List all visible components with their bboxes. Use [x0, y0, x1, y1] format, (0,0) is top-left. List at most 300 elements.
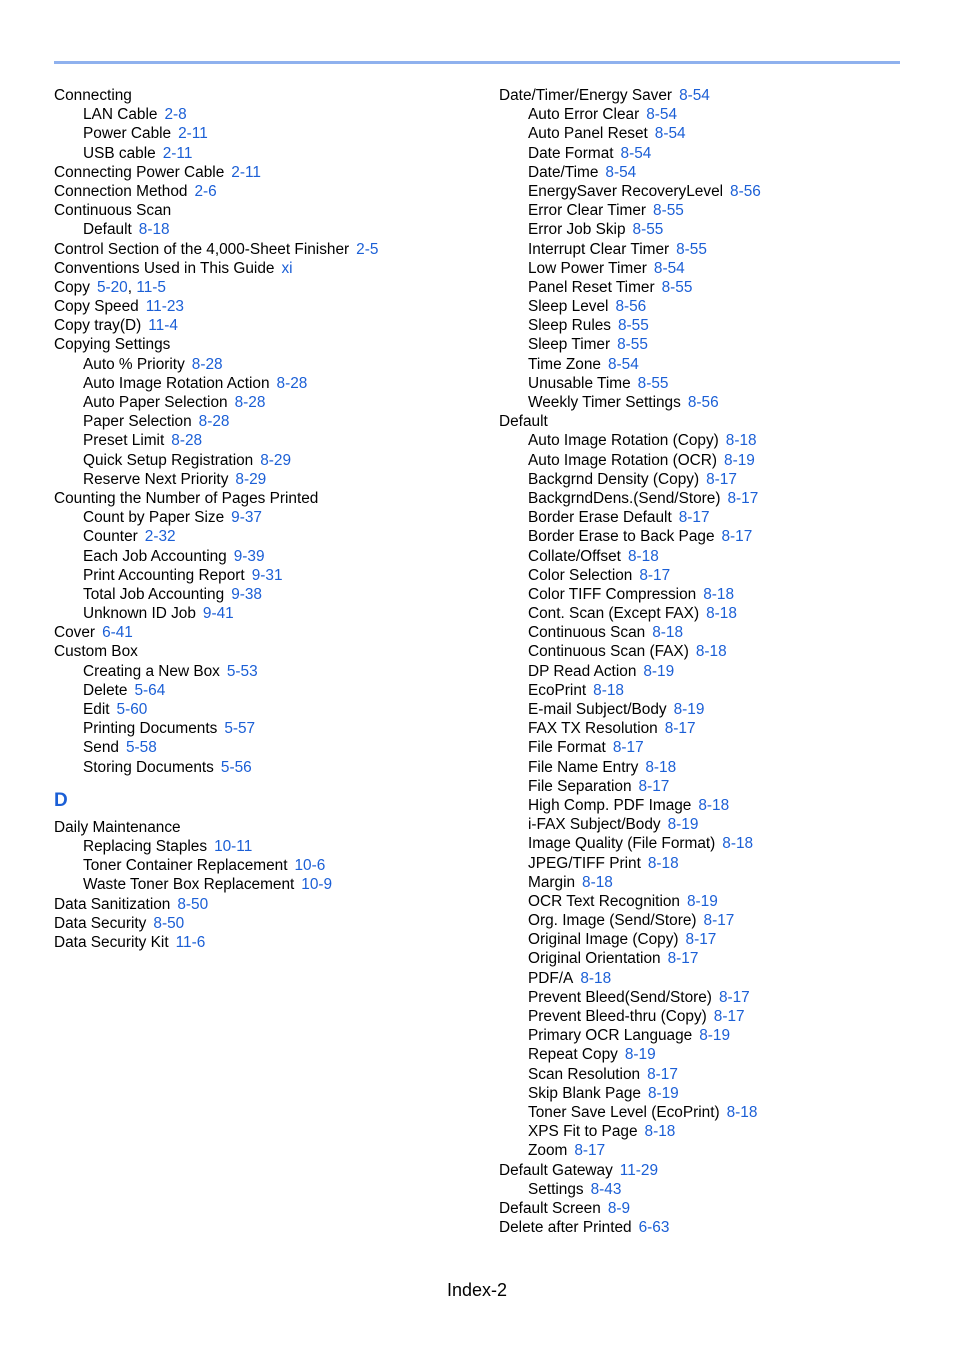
page-reference-link[interactable]: 8-17 — [667, 950, 699, 968]
index-term: Counting the Number of Pages Printed — [54, 489, 319, 507]
page-reference-link[interactable]: 8-28 — [191, 355, 223, 373]
page-reference-link[interactable]: 5-20 — [96, 278, 128, 296]
page-reference-link[interactable]: 8-55 — [618, 317, 649, 335]
index-term: File Format — [528, 739, 606, 757]
page-reference-link[interactable]: 5-56 — [220, 758, 252, 776]
page-reference-link[interactable]: 8-55 — [637, 374, 669, 392]
index-subentry-time-zone — [499, 355, 919, 374]
index-term: Error Clear Timer — [528, 202, 647, 220]
index-term: Color TIFF Compression — [528, 585, 697, 603]
page-reference-link[interactable]: 8-18 — [706, 605, 737, 623]
index-subentry-fax-tx-resolution — [499, 719, 919, 738]
index-entry-control-section-of-the-4-000-sheet-finisher — [54, 240, 474, 259]
page-reference-link[interactable]: 2-6 — [194, 182, 217, 200]
index-entry-copy: Copy 5-20, 11-5 — [54, 278, 166, 296]
index-subentry-cont-scan-except-fax — [499, 604, 919, 623]
index-entry-cover — [54, 623, 474, 642]
page-reference-link[interactable]: 8-54 — [653, 259, 685, 277]
index-term: Margin — [528, 873, 576, 891]
page-reference-link[interactable]: 8-18 — [580, 969, 612, 987]
page-reference-link[interactable]: 11-29 — [619, 1161, 659, 1179]
index-term: Connection Method — [54, 182, 188, 200]
page-reference-link[interactable]: 6-63 — [638, 1219, 670, 1237]
page-reference-link[interactable]: 8-18 — [647, 854, 679, 872]
page-reference-link[interactable]: 10-9 — [301, 876, 333, 894]
index-term: Primary OCR Language — [528, 1027, 693, 1045]
page-reference-link[interactable]: 8-28 — [198, 413, 230, 431]
index-term: Toner Container Replacement — [83, 857, 288, 875]
index-entry-daily-maintenance — [54, 818, 474, 837]
index-term: Counter — [83, 528, 138, 546]
index-term: Auto Image Rotation Action — [83, 374, 270, 392]
index-subentry-auto-image-rotation-ocr — [499, 451, 919, 470]
index-term: Toner Save Level (EcoPrint) — [528, 1103, 720, 1121]
page-reference-link[interactable]: 8-17 — [703, 912, 735, 930]
index-subentry-original-orientation — [499, 949, 919, 968]
index-term: JPEG/TIFF Print — [528, 854, 641, 872]
index-term: File Name Entry — [528, 758, 639, 776]
page-reference-link[interactable]: 2-11 — [162, 144, 193, 162]
index-subentry-error-job-skip — [499, 220, 919, 239]
index-term: Auto % Priority — [83, 355, 185, 373]
index-subentry-replacing-staples — [54, 837, 474, 856]
page-reference-link[interactable]: 8-55 — [661, 278, 693, 296]
index-term: Delete — [83, 681, 128, 699]
index-subentry-i-fax-subject-body — [499, 815, 919, 834]
page-reference-link[interactable]: 8-56 — [687, 394, 719, 411]
index-term: Sleep Rules — [528, 317, 611, 335]
page-reference-link[interactable]: 5-57 — [224, 720, 256, 738]
index-term: Repeat Copy — [528, 1046, 618, 1064]
index-entry-connecting-power-cable — [54, 163, 474, 182]
index-subentry-backgrnd-density-copy — [499, 470, 919, 489]
index-entry-data-sanitization — [54, 895, 474, 914]
index-entry-date-timer-energy-saver — [499, 86, 919, 105]
index-column-left — [54, 86, 474, 952]
page-reference-link[interactable]: 8-9 — [607, 1199, 631, 1217]
index-term: Border Erase Default — [528, 509, 672, 527]
index-term: Auto Error Clear — [528, 106, 640, 124]
page-reference-link[interactable]: 8-17 — [639, 566, 671, 584]
index-term: Default — [83, 221, 132, 239]
index-term: Panel Reset Timer — [528, 278, 655, 296]
index-term: Image Quality (File Format) — [528, 835, 716, 853]
index-entry-copy-tray-d — [54, 316, 474, 335]
index-subentry-pdf-a — [499, 969, 919, 988]
index-term: Reserve Next Priority — [83, 470, 229, 488]
page-reference-link[interactable]: 8-17 — [612, 739, 644, 757]
index-subentry-primary-ocr-language — [499, 1026, 919, 1045]
page-reference-link[interactable]: 8-17 — [638, 777, 670, 795]
index-term: Org. Image (Send/Store) — [528, 912, 697, 930]
index-subentry-total-job-accounting — [54, 585, 474, 604]
index-entry-default-gateway — [499, 1161, 919, 1180]
index-term: LAN Cable — [83, 106, 158, 124]
index-subentry-each-job-accounting — [54, 547, 474, 566]
index-subentry-zoom — [499, 1141, 919, 1160]
index-column-right — [499, 86, 919, 1237]
index-term: Paper Selection — [83, 413, 192, 431]
page-reference-link[interactable]: 8-56 — [730, 182, 761, 200]
page-reference-link[interactable]: 8-54 — [605, 163, 637, 181]
index-term: Weekly Timer Settings — [528, 394, 681, 411]
page-reference-link[interactable]: 8-17 — [713, 1008, 745, 1025]
index-subentry-toner-container-replacement — [54, 856, 474, 875]
page-reference-link[interactable]: 8-19 — [647, 1084, 679, 1102]
index-term: Auto Image Rotation (Copy) — [528, 432, 719, 450]
index-subentry-counter — [54, 527, 474, 546]
page-reference-link[interactable]: 8-55 — [632, 221, 664, 239]
page-reference-link[interactable]: 8-18 — [644, 1123, 676, 1141]
index-term: Printing Documents — [83, 720, 218, 738]
index-term: Date Format — [528, 144, 614, 162]
page-reference-link[interactable]: 8-18 — [582, 873, 613, 891]
index-subentry-creating-a-new-box — [54, 662, 474, 681]
index-subentry-prevent-bleed-send-store — [499, 988, 919, 1007]
index-subentry-auto-panel-reset — [499, 124, 919, 143]
page-reference-link[interactable]: 2-32 — [144, 528, 176, 546]
page-reference-link[interactable]: 8-18 — [695, 643, 727, 661]
index-subentry-weekly-timer-settings — [499, 393, 919, 412]
index-subentry-high-comp-pdf-image — [499, 796, 919, 815]
index-subentry-waste-toner-box-replacement — [54, 875, 474, 894]
page-reference-link[interactable]: 8-18 — [725, 432, 757, 450]
index-term: Daily Maintenance — [54, 818, 181, 836]
page-reference-link[interactable]: 8-55 — [676, 240, 707, 258]
index-term: Border Erase to Back Page — [528, 528, 715, 546]
index-subentry-unusable-time — [499, 374, 919, 393]
index-subentry-ocr-text-recognition — [499, 892, 919, 911]
index-term: Original Image (Copy) — [528, 931, 679, 949]
index-subentry-sleep-level — [499, 297, 919, 316]
page-reference-link[interactable]: 8-17 — [718, 988, 750, 1006]
index-subentry-file-format — [499, 738, 919, 757]
page-reference-link[interactable]: 2-8 — [164, 106, 187, 124]
page-reference-link[interactable]: 9-38 — [231, 585, 262, 603]
index-subentry-sleep-timer — [499, 335, 919, 354]
index-subentry-delete — [54, 681, 474, 700]
index-term: Custom Box — [54, 643, 138, 661]
index-term: Data Security — [54, 914, 147, 932]
page-reference-link[interactable]: 11-5 — [136, 278, 166, 296]
page-reference-link[interactable]: 8-17 — [721, 528, 753, 546]
index-subentry-printing-documents — [54, 719, 474, 738]
index-entry-data-security — [54, 914, 474, 933]
index-term: Sleep Timer — [528, 336, 611, 354]
index-term: Connecting Power Cable — [54, 163, 225, 181]
page-reference-link[interactable]: 2-11 — [178, 125, 208, 143]
index-term: Total Job Accounting — [83, 585, 225, 603]
page-reference-link[interactable]: 8-19 — [699, 1027, 731, 1045]
index-term: Power Cable — [83, 125, 172, 143]
index-subentry-jpeg-tiff-print — [499, 854, 919, 873]
index-term: Waste Toner Box Replacement — [83, 876, 295, 894]
page-reference-link[interactable]: 8-50 — [177, 895, 209, 913]
page-reference-link[interactable]: 8-17 — [685, 931, 717, 949]
page-reference-link[interactable]: 10-6 — [294, 857, 326, 875]
page-reference-link[interactable]: 8-54 — [608, 355, 639, 373]
index-subentry-margin — [499, 873, 919, 892]
index-entry-delete-after-printed — [499, 1218, 919, 1237]
page-reference-link[interactable]: 5-58 — [125, 739, 157, 757]
index-term: E-mail Subject/Body — [528, 701, 667, 718]
index-subentry-panel-reset-timer — [499, 278, 919, 297]
index-subentry-collate-offset — [499, 547, 919, 566]
index-term: Count by Paper Size — [83, 509, 225, 527]
page-reference-link[interactable]: 8-17 — [574, 1142, 606, 1160]
index-subentry-auto-paper-selection — [54, 393, 474, 412]
index-subentry-interrupt-clear-timer — [499, 240, 919, 259]
index-term: Control Section of the 4,000-Sheet Finisher — [54, 240, 350, 258]
page-reference-link[interactable]: xi — [281, 259, 293, 277]
page-reference-link[interactable]: 8-54 — [646, 106, 678, 124]
index-subentry-org-image-send-store — [499, 911, 919, 930]
index-term: Data Security Kit — [54, 933, 169, 951]
index-term: Send — [83, 739, 119, 757]
page-reference-link[interactable]: 8-54 — [654, 125, 686, 143]
index-term: Cover — [54, 624, 96, 642]
index-term: DP Read Action — [528, 662, 637, 680]
index-term: Unusable Time — [528, 374, 631, 392]
page-number: Index-2 — [446, 1280, 508, 1300]
index-term: Continuous Scan — [528, 624, 646, 642]
page-reference-link[interactable]: 5-64 — [134, 681, 166, 699]
index-term: File Separation — [528, 777, 632, 795]
index-term: FAX TX Resolution — [528, 720, 658, 738]
page-reference-link[interactable]: 6-41 — [102, 624, 133, 642]
page-reference-link[interactable]: 8-50 — [153, 914, 185, 932]
page-reference-link[interactable]: 8-19 — [673, 701, 705, 718]
page-reference-link[interactable]: 8-17 — [727, 489, 759, 507]
index-term: Date/Time — [528, 163, 599, 181]
page-reference-link[interactable]: 8-18 — [726, 1103, 758, 1121]
index-subentry-reserve-next-priority — [54, 470, 474, 489]
index-entry-default-screen — [499, 1199, 919, 1218]
index-term: Continuous Scan — [54, 202, 172, 220]
index-term: Copying Settings — [54, 336, 171, 354]
index-term: Default — [499, 413, 548, 431]
page-reference-link[interactable]: 11-23 — [145, 298, 184, 316]
index-entry-copying-settings — [54, 335, 474, 354]
index-subentry-toner-save-level-ecoprint — [499, 1103, 919, 1122]
index-subentry-date-time — [499, 163, 919, 182]
index-term: Settings — [528, 1180, 584, 1198]
page-reference-link[interactable]: 11-4 — [148, 317, 178, 335]
page-reference-link[interactable]: 8-18 — [698, 796, 730, 814]
index-subentry-date-format — [499, 144, 919, 163]
page-reference-link[interactable]: 8-55 — [653, 202, 684, 220]
index-term: BackgrndDens.(Send/Store) — [528, 489, 721, 507]
section-letter-d: D — [54, 789, 68, 811]
index-subentry-settings — [499, 1180, 919, 1199]
index-entry-data-security-kit — [54, 933, 474, 952]
index-term: Unknown ID Job — [83, 605, 196, 623]
index-term: Auto Paper Selection — [83, 394, 228, 411]
page-reference-link[interactable]: 8-28 — [171, 432, 203, 450]
index-term: Edit — [83, 701, 110, 718]
index-term: Date/Timer/Energy Saver — [499, 87, 673, 104]
index-subentry-backgrnddens-send-store — [499, 489, 919, 508]
index-term: Connecting — [54, 87, 132, 104]
index-subentry-storing-documents — [54, 758, 474, 777]
index-term: Replacing Staples — [83, 837, 208, 855]
index-term: i-FAX Subject/Body — [528, 816, 661, 834]
page-reference-link[interactable]: 8-18 — [138, 221, 170, 239]
index-term: EnergySaver RecoveryLevel — [528, 182, 724, 200]
page-reference-link[interactable]: 5-53 — [226, 662, 258, 680]
index-subentry-usb-cable — [54, 144, 474, 163]
index-subentry-color-selection — [499, 566, 919, 585]
index-subentry-image-quality-file-format — [499, 834, 919, 853]
index-term: Collate/Offset — [528, 547, 621, 565]
page-reference-link[interactable]: 8-19 — [667, 816, 699, 834]
index-subentry-paper-selection — [54, 412, 474, 431]
page-reference-link[interactable]: 9-39 — [233, 547, 265, 565]
index-subentry-skip-blank-page — [499, 1084, 919, 1103]
index-term: Copy — [54, 278, 90, 296]
page-reference-link[interactable]: 8-28 — [234, 394, 266, 411]
index-subentry-auto-error-clear — [499, 105, 919, 124]
index-term: Copy Speed — [54, 298, 139, 316]
index-term: XPS Fit to Page — [528, 1123, 638, 1141]
header-rule — [54, 61, 900, 64]
page-reference-link[interactable]: 8-18 — [722, 835, 754, 853]
page-reference-link[interactable]: 8-29 — [235, 470, 267, 488]
index-term: Creating a New Box — [83, 662, 220, 680]
index-entry-connecting — [54, 86, 474, 105]
page-reference-link[interactable]: 8-19 — [724, 451, 755, 469]
index-term: Prevent Bleed-thru (Copy) — [528, 1008, 707, 1025]
index-term: Backgrnd Density (Copy) — [528, 470, 700, 488]
index-term: Copy tray(D) — [54, 317, 142, 335]
index-subentry-scan-resolution — [499, 1065, 919, 1084]
index-subentry-lan-cable — [54, 105, 474, 124]
index-subentry-ecoprint — [499, 681, 919, 700]
index-entry-default — [499, 412, 919, 431]
index-entry-counting-the-number-of-pages-printed — [54, 489, 474, 508]
index-term: Default Screen — [499, 1199, 601, 1217]
index-subentry-dp-read-action — [499, 662, 919, 681]
index-subentry-file-separation — [499, 777, 919, 796]
index-term: Scan Resolution — [528, 1065, 641, 1083]
page-reference-link[interactable]: 8-19 — [624, 1046, 656, 1064]
index-term: Preset Limit — [83, 432, 165, 450]
index-term: Each Job Accounting — [83, 547, 227, 565]
page-reference-link[interactable]: 9-37 — [231, 509, 262, 527]
index-term: Prevent Bleed(Send/Store) — [528, 988, 712, 1006]
index-subentry-auto-image-rotation-action — [54, 374, 474, 393]
index-term: OCR Text Recognition — [528, 892, 680, 910]
index-subentry-edit — [54, 700, 474, 719]
index-subentry-original-image-copy — [499, 930, 919, 949]
index-term: Zoom — [528, 1142, 568, 1160]
index-term: Data Sanitization — [54, 895, 171, 913]
index-subentry-border-erase-to-back-page — [499, 527, 919, 546]
page-reference-link[interactable]: 2-5 — [356, 240, 379, 258]
index-subentry-continuous-scan — [499, 623, 919, 642]
page-reference-link[interactable]: 8-17 — [678, 509, 710, 527]
page-reference-link[interactable]: 10-11 — [214, 837, 253, 855]
index-term: Quick Setup Registration — [83, 451, 254, 469]
index-term: High Comp. PDF Image — [528, 796, 692, 814]
index-subentry-auto-priority — [54, 355, 474, 374]
page-reference-link[interactable]: 9-41 — [202, 605, 234, 623]
page-reference-link[interactable]: 8-56 — [615, 298, 647, 316]
index-subentry-energysaver-recoverylevel — [499, 182, 919, 201]
index-subentry-e-mail-subject-body — [499, 700, 919, 719]
page-reference-link[interactable]: 5-60 — [116, 701, 148, 718]
page-reference-link[interactable]: 2-11 — [231, 163, 261, 181]
index-subentry-low-power-timer — [499, 259, 919, 278]
page-reference-link[interactable]: 8-18 — [593, 681, 624, 699]
page-reference-link[interactable]: 8-17 — [647, 1065, 678, 1083]
index-subentry-repeat-copy — [499, 1045, 919, 1064]
index-subentry-prevent-bleed-thru-copy — [499, 1007, 919, 1026]
page-reference-link[interactable]: 8-54 — [620, 144, 652, 162]
index-subentry-count-by-paper-size — [54, 508, 474, 527]
index-term: Error Job Skip — [528, 221, 626, 239]
index-subentry-xps-fit-to-page — [499, 1122, 919, 1141]
index-term: Conventions Used in This Guide — [54, 259, 275, 277]
index-subentry-file-name-entry — [499, 758, 919, 777]
index-subentry-default — [54, 220, 474, 239]
page-reference-link[interactable]: 9-31 — [251, 566, 283, 584]
page-reference-link[interactable]: 8-17 — [706, 470, 737, 488]
index-term: Skip Blank Page — [528, 1084, 641, 1102]
index-term: Default Gateway — [499, 1161, 613, 1179]
index-term: Print Accounting Report — [83, 566, 245, 584]
index-term: Auto Panel Reset — [528, 125, 648, 143]
index-entry-custom-box — [54, 642, 474, 661]
index-subentry-unknown-id-job — [54, 604, 474, 623]
index-term: Low Power Timer — [528, 259, 647, 277]
index-entry-conventions-used-in-this-guide — [54, 259, 474, 278]
index-subentry-border-erase-default — [499, 508, 919, 527]
index-term: PDF/A — [528, 969, 574, 987]
index-subentry-color-tiff-compression — [499, 585, 919, 604]
index-subentry-print-accounting-report — [54, 566, 474, 585]
page-reference-link[interactable]: 8-18 — [652, 624, 684, 642]
page-reference-link[interactable]: 8-54 — [679, 87, 710, 104]
index-term: Auto Image Rotation (OCR) — [528, 451, 718, 469]
index-term: Continuous Scan (FAX) — [528, 643, 689, 661]
page-reference-link[interactable]: 8-43 — [590, 1180, 622, 1198]
page-reference-link[interactable]: 8-18 — [703, 585, 735, 603]
index-term: Original Orientation — [528, 950, 661, 968]
page-reference-link[interactable]: 8-18 — [645, 758, 677, 776]
page-reference-link[interactable]: 8-19 — [686, 892, 718, 910]
index-subentry-quick-setup-registration — [54, 451, 474, 470]
index-subentry-power-cable — [54, 124, 474, 143]
page-reference-link[interactable]: 8-55 — [617, 336, 648, 354]
page-reference-link[interactable]: 8-29 — [260, 451, 292, 469]
index-term: USB cable — [83, 144, 156, 162]
index-subentry-error-clear-timer — [499, 201, 919, 220]
index-term: EcoPrint — [528, 681, 587, 699]
index-term: Time Zone — [528, 355, 601, 373]
index-subentry-auto-image-rotation-copy — [499, 431, 919, 450]
page-reference-link[interactable]: 8-28 — [276, 374, 308, 392]
index-subentry-continuous-scan-fax — [499, 642, 919, 661]
page-reference-link[interactable]: 8-18 — [627, 547, 659, 565]
index-term: Storing Documents — [83, 758, 214, 776]
page-reference-link[interactable]: 11-6 — [175, 933, 206, 951]
page-reference-link[interactable]: 8-19 — [643, 662, 675, 680]
page-reference-link[interactable]: 8-17 — [664, 720, 696, 738]
index-entry-connection-method — [54, 182, 474, 201]
index-entry-copy-speed — [54, 297, 474, 316]
index-term: Sleep Level — [528, 298, 609, 316]
